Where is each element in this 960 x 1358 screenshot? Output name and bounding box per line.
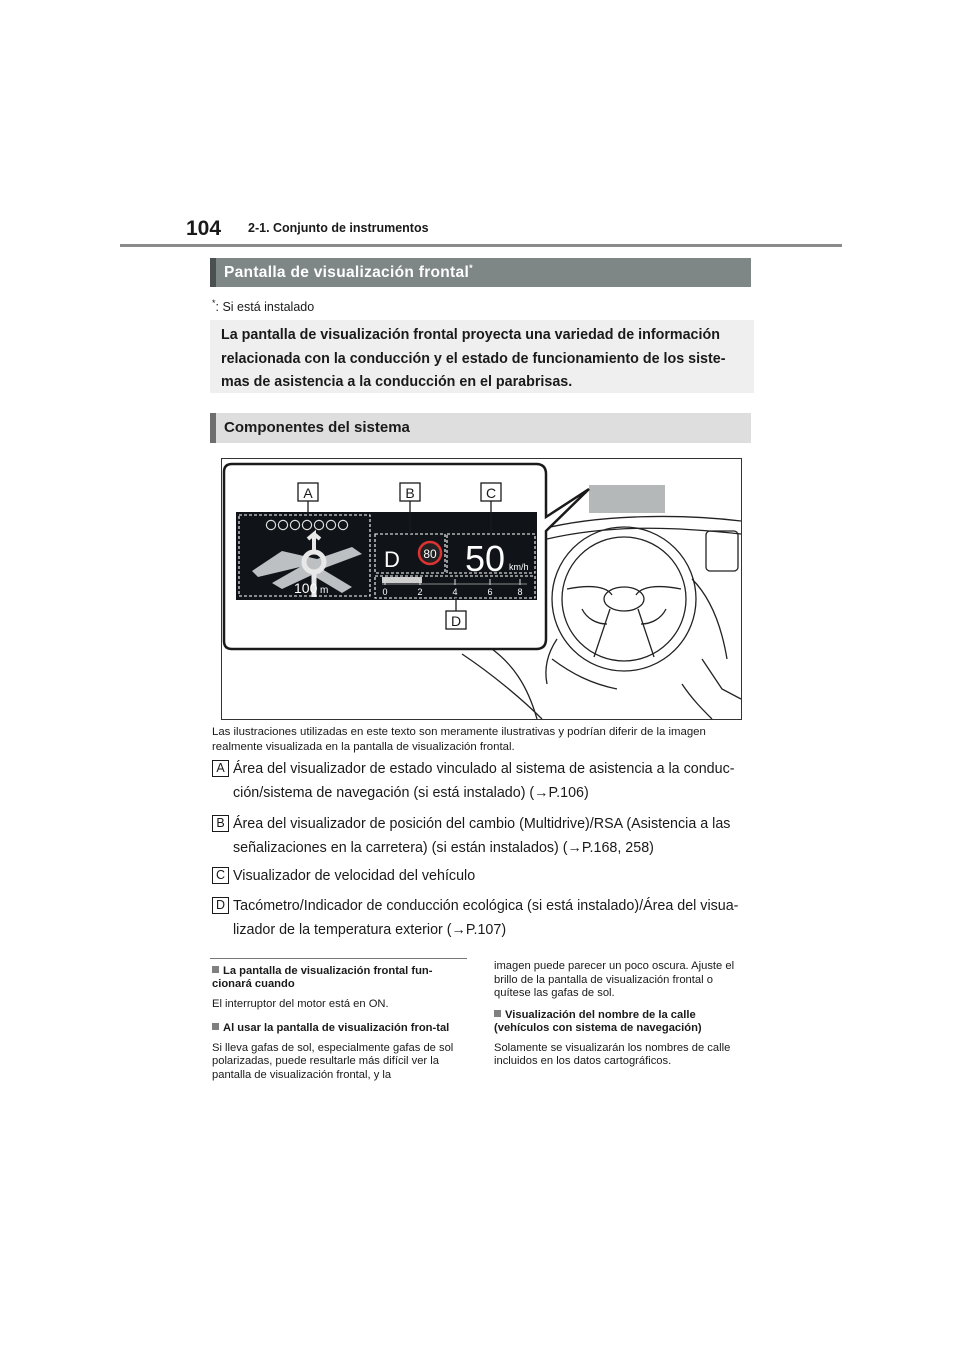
item-text: Área del visualizador de estado vinculado al sistema de asistencia a la conduc-ción/sistema de navegación (si está instalado) (→P.106) [233, 761, 735, 801]
windshield-projection [589, 485, 665, 513]
subheading-accent [210, 413, 216, 443]
note-heading-text: La pantalla de visualización frontal fun-cionará cuando [212, 965, 433, 990]
footnote-mark: * [212, 298, 216, 308]
header-divider [120, 244, 842, 247]
speed-unit: km/h [509, 562, 529, 572]
footnote-text: : Si está instalado [215, 300, 315, 315]
page-title [224, 263, 473, 282]
callout-label-b: B [405, 485, 415, 501]
scale-tick-label: 8 [517, 587, 523, 597]
distance-unit: m [320, 585, 329, 596]
callout-label-a: A [303, 485, 313, 501]
note-heading [494, 1009, 750, 1035]
page-title-mark: * [469, 263, 473, 273]
intro-box [210, 320, 754, 393]
title-bar [210, 258, 751, 287]
subheading: Componentes del sistema [224, 419, 410, 436]
item-text: Visualizador de velocidad del vehículo [233, 868, 476, 884]
item-text: Tacómetro/Indicador de conducción ecológica (si está instalado)/Área del visua-lizador de la temperatura exterior (→P.107) [233, 898, 739, 938]
gear-indicator: D [384, 547, 400, 572]
speed-readout: 50 [465, 538, 506, 579]
dashboard-line [542, 516, 741, 529]
bullet-square-icon [212, 1023, 219, 1030]
page-number: 104 [186, 217, 222, 240]
notes-right-column [494, 960, 750, 1069]
note-body: Si lleva gafas de sol, especialmente gafas de sol polarizadas, puede resultarle más difícil ver la pantalla de visualización frontal, y la [212, 1041, 454, 1081]
page-title-text: Pantalla de visualización frontal [224, 264, 470, 282]
note-body: Solamente se visualizarán los nombres de calle incluidos en los datos cartográficos. [494, 1041, 731, 1067]
note-heading-text: Visualización del nombre de la calle (vehículos con sistema de navegación) [494, 1008, 702, 1034]
speed-limit-value: 80 [423, 547, 437, 561]
scale-tick-label: 6 [487, 587, 493, 597]
title-bar-accent [210, 258, 216, 287]
footnote [212, 298, 314, 314]
steering-wheel-outer [552, 527, 696, 671]
scale-tick-label: 4 [452, 587, 458, 597]
figure-caption: Las ilustraciones utilizadas en este texto son meramente ilustrativas y podrían diferir de la imagen realmente visualizada en la pantalla de visualización frontal. [212, 726, 706, 753]
notes-divider [210, 958, 467, 959]
hud-illustration [221, 458, 742, 720]
section-title: 2-1. Conjunto de instrumentos [248, 221, 429, 235]
note-body: imagen puede parecer un poco oscura. Ajuste el brillo de la pantalla de visualización frontal o quítese las gafas de sol. [494, 960, 735, 999]
distance-readout: 100 [294, 580, 318, 596]
note-body: El interruptor del motor está en ON. [212, 998, 389, 1010]
note-heading [212, 965, 467, 991]
scale-tick-label: 0 [382, 587, 388, 597]
notes-left-column [212, 965, 467, 1082]
item-label: A [212, 760, 229, 777]
bullet-square-icon [494, 1010, 501, 1017]
callout-label-d: D [450, 613, 462, 629]
note-heading [212, 1022, 467, 1035]
item-label: D [212, 897, 229, 914]
item-label: C [212, 867, 229, 884]
note-heading-text: Al usar la pantalla de visualización fron-tal [223, 1021, 450, 1034]
callout-label-c: C [485, 485, 497, 501]
item-text: Área del visualizador de posición del cambio (Multidrive)/RSA (Asistencia a las señalizaciones en la carretera) (si están instalados) (→P.168, 258) [233, 816, 731, 856]
eco-bar-fill [382, 577, 422, 583]
item-label: B [212, 815, 229, 832]
intro-text: La pantalla de visualización frontal proyecta una variedad de información relacionada con la conducción y el estado de funcionamiento de los siste-mas de asistencia a la conducción en el parabrisas. [221, 327, 726, 390]
scale-tick-label: 2 [417, 587, 423, 597]
subheading-bar [210, 413, 751, 443]
bullet-square-icon [212, 966, 219, 973]
